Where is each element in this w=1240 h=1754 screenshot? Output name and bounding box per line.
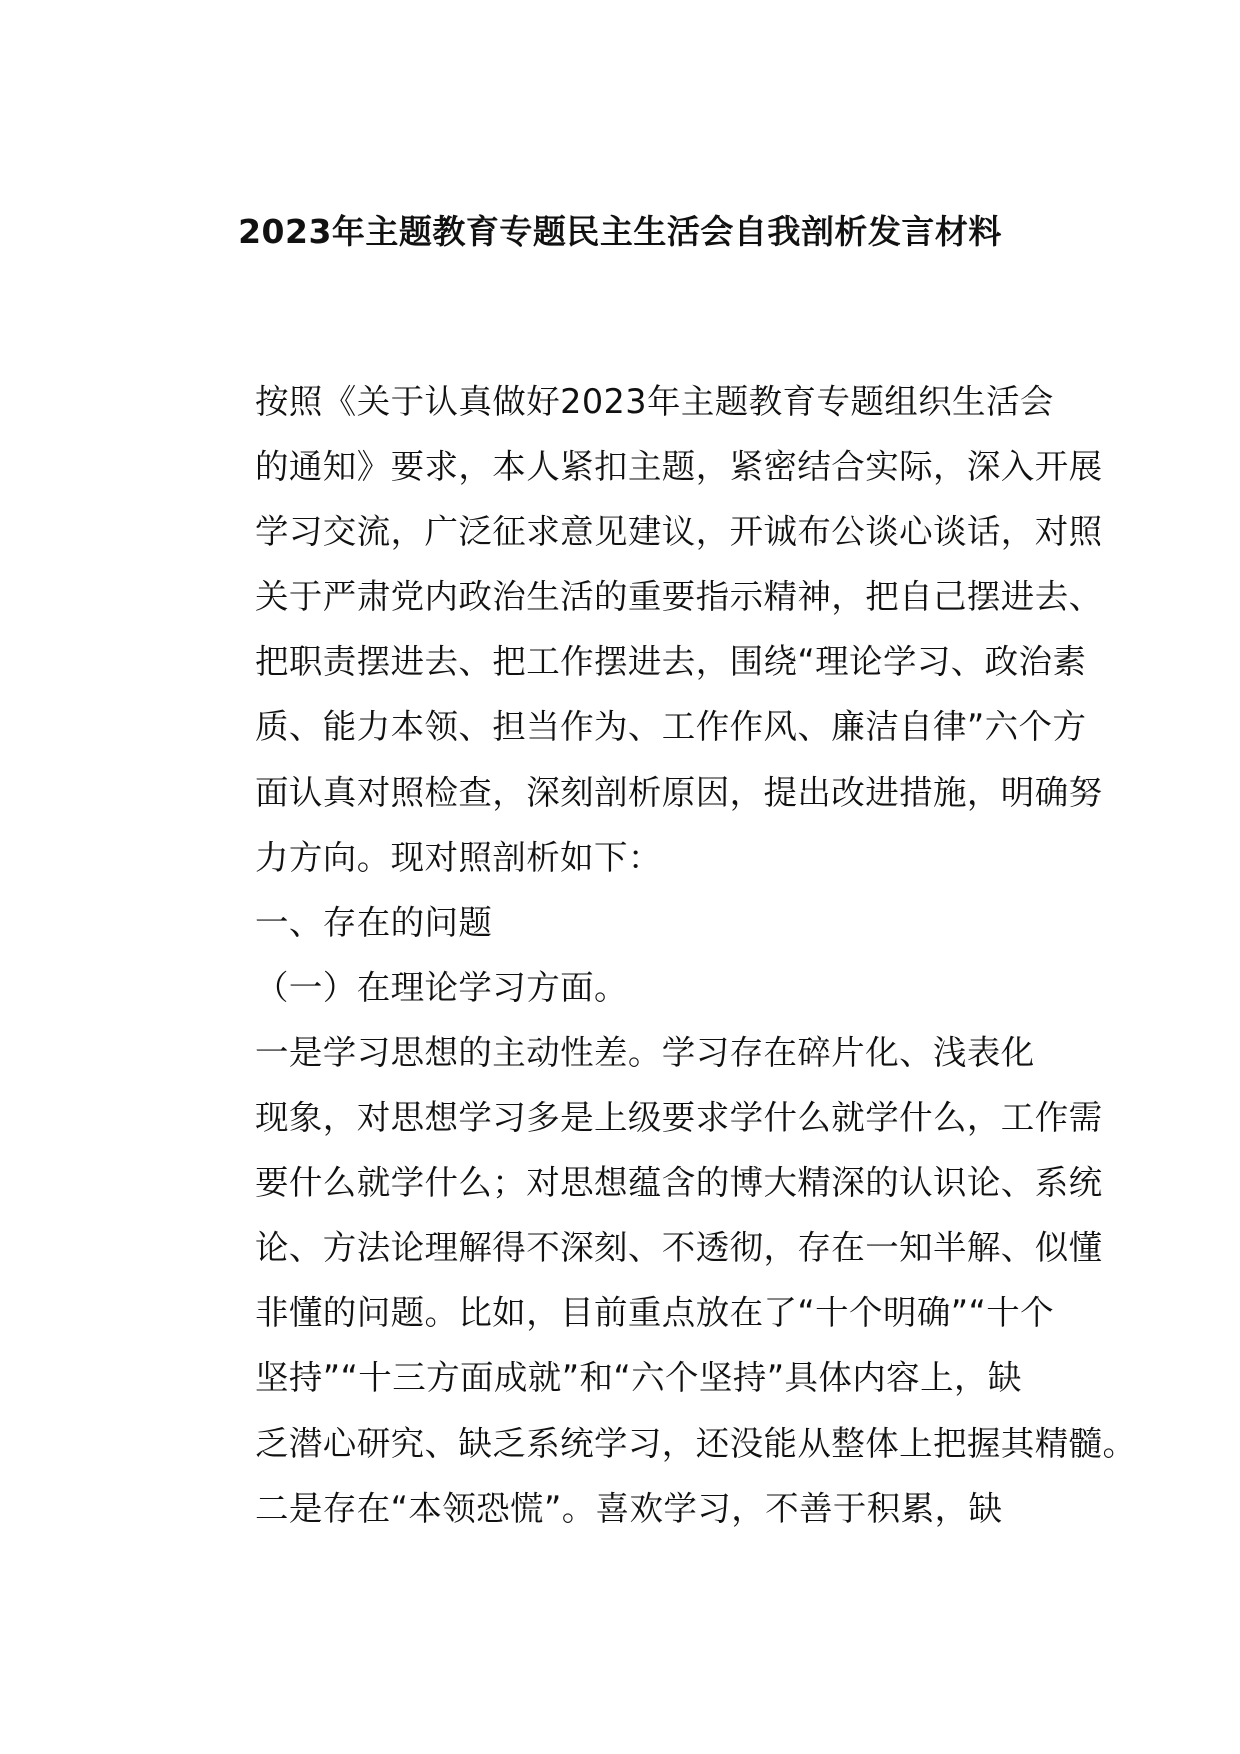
document-title: 2023年主题教育专题民主生活会自我剖析发言材料 xyxy=(238,212,1002,251)
paragraph-intro xyxy=(188,369,1103,890)
paragraph-point-one xyxy=(188,1020,1137,1476)
text-line: 乏潜心研究、缺乏系统学习，还没能从整体上把握其精髓。 xyxy=(255,1423,1137,1463)
text-line: 二是存在“本领恐慌”。喜欢学习，不善于积累，缺 xyxy=(255,1488,1003,1528)
text-line: 要什么就学什么；对思想蕴含的博大精深的认识论、系统 xyxy=(255,1163,1103,1203)
text-line: 论、方法论理解得不深刻、不透彻，存在一知半解、似懂 xyxy=(255,1228,1103,1268)
text-line: 非懂的问题。比如，目前重点放在了“十个明确”“十个 xyxy=(255,1293,1055,1333)
text-line: 一是学习思想的主动性差。学习存在碎片化、浅表化 xyxy=(255,1032,1035,1072)
text-line: 一、存在的问题 xyxy=(255,902,493,942)
text-line: 把职责摆进去、把工作摆进去，围绕“理论学习、政治素 xyxy=(255,642,1087,682)
document-body xyxy=(188,369,1137,1541)
text-line: 面认真对照检查，深刻剖析原因，提出改进措施，明确努 xyxy=(255,772,1103,812)
text-line: 现象，对思想学习多是上级要求学什么就学什么，工作需 xyxy=(255,1098,1103,1138)
section-heading xyxy=(188,890,1050,955)
text-line: 按照《关于认真做好2023年主题教育专题组织生活会 xyxy=(255,382,1054,421)
paragraph-point-two xyxy=(188,1476,1050,1541)
text-line: 的通知》要求，本人紧扣主题，紧密结合实际，深入开展 xyxy=(255,447,1103,487)
text-line: 关于严肃党内政治生活的重要指示精神，把自己摆进去、 xyxy=(255,577,1103,617)
text-line: 坚持”“十三方面成就”和“六个坚持”具体内容上，缺 xyxy=(255,1358,1022,1398)
text-line: （一）在理论学习方面。 xyxy=(255,967,628,1007)
subsection-heading xyxy=(188,955,1050,1020)
text-line: 力方向。现对照剖析如下： xyxy=(255,837,662,877)
text-line: 学习交流，广泛征求意见建议，开诚布公谈心谈话，对照 xyxy=(255,512,1103,552)
text-line: 质、能力本领、担当作为、工作作风、廉洁自律”六个方 xyxy=(255,707,1087,747)
